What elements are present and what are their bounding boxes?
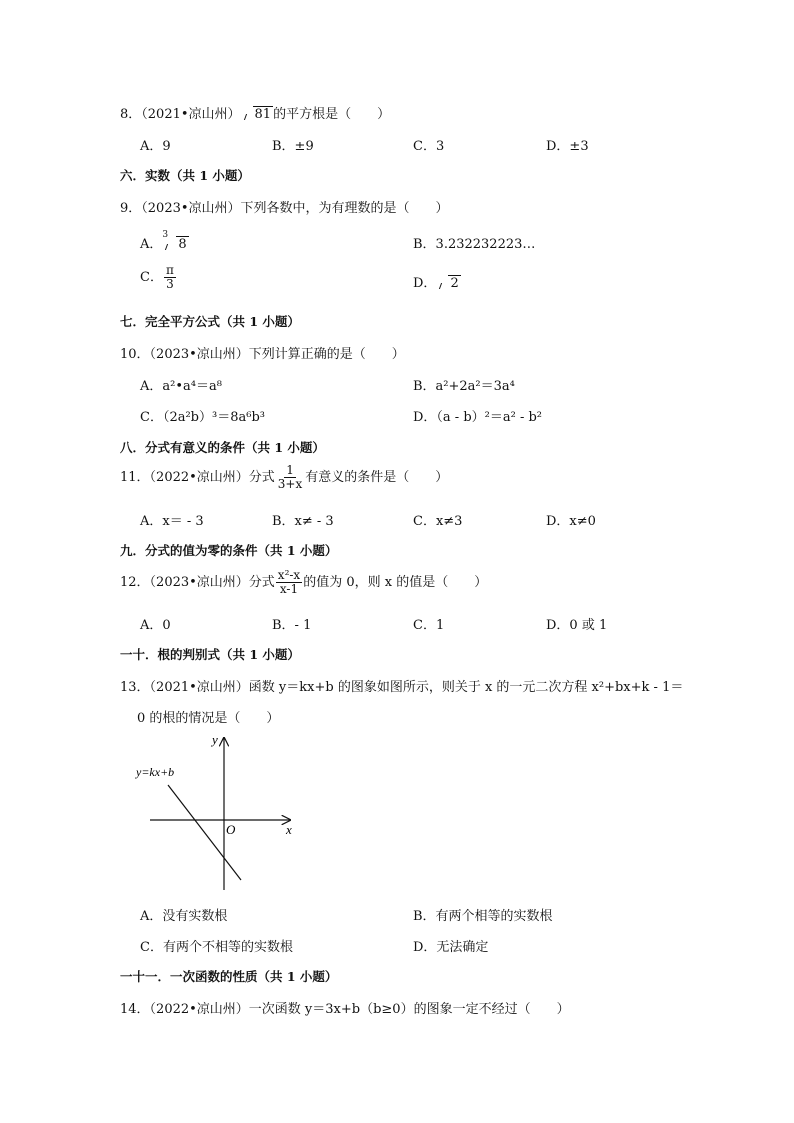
radicand: 8 (178, 237, 187, 252)
q12-option-b[interactable]: B．- 1 (272, 618, 312, 633)
q10-option-c[interactable]: C．（2a²b）³＝8a⁶b³ (140, 410, 265, 425)
line-label: y=kx+b (136, 765, 175, 779)
sqrt-2 (436, 275, 460, 291)
section-heading-9: 九．分式的值为零的条件（共 1 小题） (120, 543, 338, 558)
denominator: 3+x (277, 477, 303, 491)
option-label: A． (140, 237, 163, 252)
q8-option-a[interactable]: A．9 (140, 139, 171, 154)
denominator: 3 (166, 277, 174, 291)
q12-option-a[interactable]: A．0 (140, 618, 171, 633)
q12-suffix: 的值为 0，则 x 的值是（ ） (303, 575, 488, 590)
q13-option-d[interactable]: D．无法确定 (413, 940, 489, 955)
fraction-x2-minus-x-over-x-minus-1 (276, 569, 302, 596)
radicand: 2 (450, 276, 459, 291)
question-10-stem: 10．（2023•凉山州）下列计算正确的是（ ） (120, 347, 405, 362)
q10-option-a[interactable]: A．a²•a⁴＝a⁸ (140, 379, 222, 394)
question-13-line-1: 13．（2021•凉山州）函数 y＝kx+b 的图象如图所示，则关于 x 的一元二次方程 x²+bx+k - 1＝ (120, 680, 684, 695)
question-13-line-2: 0 的根的情况是（ ） (137, 711, 280, 726)
q9-option-a[interactable] (140, 230, 189, 252)
numerator: π (165, 263, 174, 277)
q9-option-c[interactable] (140, 264, 177, 291)
q9-option-d[interactable] (413, 272, 461, 291)
question-14-stem: 14．（2022•凉山州）一次函数 y＝3x+b（b≥0）的图象一定不经过（ ） (120, 1002, 570, 1017)
section-heading-6: 六．实数（共 1 小题） (120, 168, 250, 183)
q11-suffix: 有意义的条件是（ ） (305, 470, 449, 485)
numerator: 1 (286, 463, 294, 477)
numerator: x²-x (277, 568, 301, 582)
q8-option-c[interactable]: C．3 (413, 139, 445, 154)
sqrt-81 (241, 106, 274, 122)
q10-option-b[interactable]: B．a²+2a²＝3a⁴ (413, 379, 515, 394)
section-heading-10: 一十．根的判别式（共 1 小题） (120, 647, 300, 662)
section-heading-7: 七．完全平方公式（共 1 小题） (120, 314, 300, 329)
cube-root-8 (162, 230, 188, 252)
q8-option-b[interactable]: B．±9 (272, 139, 314, 154)
function-graph (130, 728, 310, 898)
question-8-stem (120, 103, 390, 122)
root-index: 3 (162, 230, 169, 240)
option-label: C． (140, 270, 163, 285)
x-axis-label: x (286, 822, 292, 837)
q11-option-d[interactable]: D．x≠0 (546, 514, 596, 529)
denominator: x-1 (279, 582, 299, 596)
q8-prefix: 8．（2021•凉山州） (120, 107, 241, 122)
section-heading-8: 八．分式有意义的条件（共 1 小题） (120, 440, 325, 455)
q12-option-d[interactable]: D．0 或 1 (546, 618, 608, 633)
q11-option-a[interactable]: A．x＝ - 3 (140, 514, 204, 529)
q12-option-c[interactable]: C．1 (413, 618, 445, 633)
q13-option-c[interactable]: C．有两个不相等的实数根 (140, 940, 293, 955)
q11-prefix: 11．（2022•凉山州）分式 (120, 470, 275, 485)
q10-option-d[interactable]: D．（a - b）²＝a² - b² (413, 410, 543, 425)
fraction-pi-over-3 (164, 264, 176, 291)
q12-prefix: 12．（2023•凉山州）分式 (120, 575, 275, 590)
fraction-1-over-3-plus-x (276, 464, 304, 491)
question-12-stem (120, 569, 487, 596)
q11-option-c[interactable]: C．x≠3 (413, 514, 463, 529)
origin-label: O (226, 822, 236, 837)
option-label: D． (413, 276, 437, 291)
question-11-stem (120, 464, 448, 491)
radicand: 81 (254, 107, 272, 122)
q11-option-b[interactable]: B．x≠ - 3 (272, 514, 334, 529)
q9-option-b[interactable]: B．3.232232223… (413, 237, 536, 252)
section-heading-11: 一十一．一次函数的性质（共 1 小题） (120, 969, 338, 984)
question-9-stem: 9．（2023•凉山州）下列各数中，为有理数的是（ ） (120, 201, 449, 216)
q13-option-b[interactable]: B．有两个相等的实数根 (413, 909, 553, 924)
q8-suffix: 的平方根是（ ） (273, 107, 391, 122)
y-axis-label: y (212, 732, 218, 747)
q13-option-a[interactable]: A．没有实数根 (140, 909, 228, 924)
q8-option-d[interactable]: D．±3 (546, 139, 589, 154)
